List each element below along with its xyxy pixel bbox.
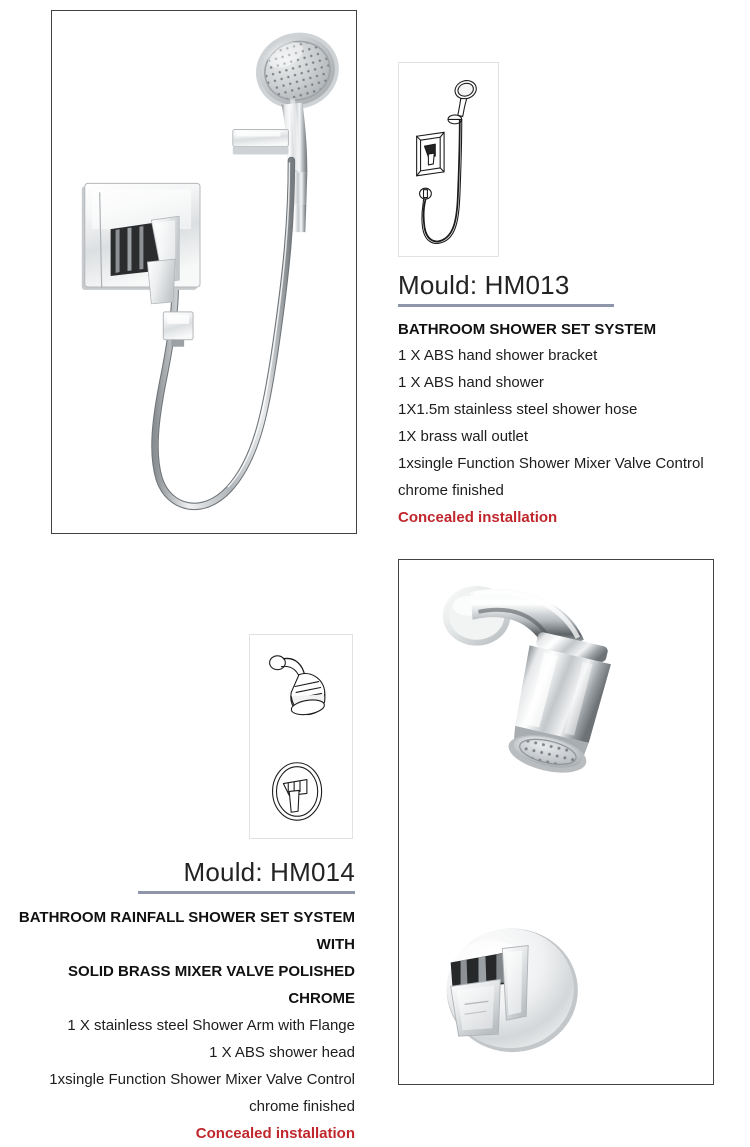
mould-title-hm013: Mould: HM013 bbox=[398, 270, 570, 300]
spec-line: 1X brass wall outlet bbox=[398, 428, 529, 445]
spec-line: 1xsingle Function Shower Mixer Valve Control bbox=[398, 455, 704, 472]
shower-head bbox=[503, 630, 615, 780]
product-photo-hm013 bbox=[51, 10, 357, 534]
hand-shower-bracket bbox=[233, 130, 289, 155]
spec-line: 1xsingle Function Shower Mixer Valve Control bbox=[49, 1071, 355, 1088]
spec-heading-hm014-line2: SOLID BRASS MIXER VALVE POLISHED CHROME bbox=[68, 963, 355, 1007]
spec-line: 1 X ABS shower head bbox=[209, 1044, 355, 1061]
spec-line: 1 X stainless steel Shower Arm with Flange bbox=[67, 1017, 355, 1034]
spec-line: 1X1.5m stainless steel shower hose bbox=[398, 401, 638, 418]
hm014-photo-art bbox=[399, 560, 713, 1084]
installation-note-hm014: Concealed installation bbox=[195, 1125, 355, 1142]
mould-divider-hm014 bbox=[138, 891, 355, 894]
product-line-drawing-hm014 bbox=[249, 634, 353, 839]
spec-block-hm014 bbox=[8, 855, 355, 1147]
spec-heading-hm013: BATHROOM SHOWER SET SYSTEM bbox=[398, 321, 657, 338]
hm014-line-art bbox=[250, 635, 352, 838]
hm013-line-art bbox=[399, 63, 498, 256]
hm013-photo-art bbox=[52, 11, 356, 533]
mould-title-hm014: Mould: HM014 bbox=[183, 857, 355, 887]
product-line-drawing-hm013 bbox=[398, 62, 499, 257]
square-mixer-valve bbox=[82, 183, 200, 304]
mould-divider-hm013 bbox=[398, 304, 614, 307]
spec-line: chrome finished bbox=[249, 1098, 355, 1115]
spec-line: chrome finished bbox=[398, 482, 504, 499]
spec-line: 1 X ABS hand shower bracket bbox=[398, 347, 598, 364]
installation-note-hm013: Concealed installation bbox=[398, 509, 558, 526]
round-mixer-valve bbox=[447, 929, 578, 1053]
spec-block-hm013 bbox=[398, 268, 738, 531]
hand-shower-head bbox=[247, 23, 348, 232]
spec-heading-hm014-line1: BATHROOM RAINFALL SHOWER SET SYSTEM WITH bbox=[18, 909, 355, 953]
product-photo-hm014 bbox=[398, 559, 714, 1085]
spec-line: 1 X ABS hand shower bbox=[398, 374, 544, 391]
